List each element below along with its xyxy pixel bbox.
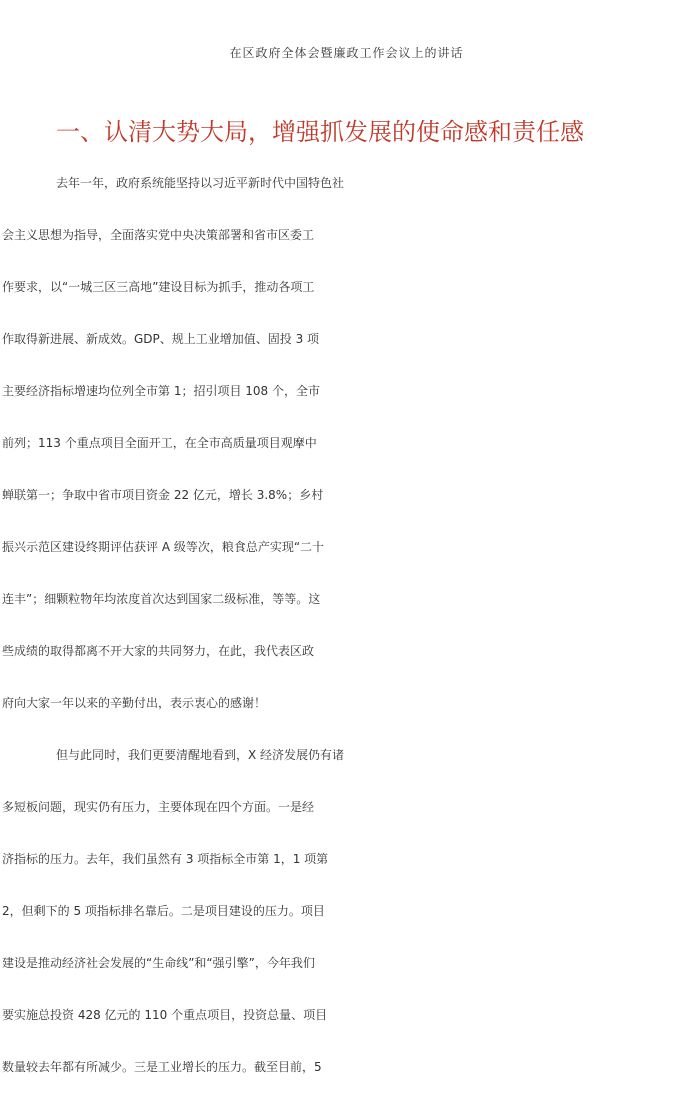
- paragraph-line: 些成绩的取得都离不开大家的共同努力，在此，我代表区政: [2, 644, 315, 658]
- paragraph-line: 蝉联第一；争取中省市项目资金 22 亿元，增长 3.8%；乡村: [2, 488, 324, 502]
- paragraph-line: 会主义思想为指导，全面落实党中央决策部署和省市区委工: [2, 228, 315, 242]
- paragraph-line: 作取得新进展、新成效。GDP、规上工业增加值、固投 3 项: [2, 332, 320, 346]
- paragraph-line: 振兴示范区建设终期评估获评 A 级等次，粮食总产实现“二十: [2, 540, 325, 554]
- paragraph-line: 建设是推动经济社会发展的“生命线”和“强引擎”，今年我们: [2, 956, 315, 970]
- section-heading: 一、认清大势大局，增强抓发展的使命感和责任感: [56, 118, 584, 146]
- paragraph-line: 但与此同时，我们更要清醒地看到，X 经济发展仍有诸: [56, 748, 345, 762]
- paragraph-line: 连丰”；细颗粒物年均浓度首次达到国家二级标准，等等。这: [2, 592, 321, 606]
- paragraph-line: 数量较去年都有所减少。三是工业增长的压力。截至目前，5: [2, 1060, 322, 1074]
- paragraph-line: 多短板问题，现实仍有压力，主要体现在四个方面。一是经: [2, 800, 315, 814]
- paragraph-line: 济指标的压力。去年，我们虽然有 3 项指标全市第 1，1 项第: [2, 852, 329, 866]
- paragraph-line: 去年一年，政府系统能坚持以习近平新时代中国特色社: [56, 176, 345, 190]
- paragraph-line: 2，但剩下的 5 项指标排名靠后。二是项目建设的压力。项目: [2, 904, 325, 918]
- paragraph-line: 作要求，以“一城三区三高地”建设目标为抓手，推动各项工: [2, 280, 315, 294]
- paragraph-line: 府向大家一年以来的辛勤付出，表示衷心的感谢！: [2, 696, 267, 710]
- paragraph-line: 主要经济指标增速均位列全市第 1；招引项目 108 个，全市: [2, 384, 320, 398]
- paragraph-line: 前列；113 个重点项目全面开工，在全市高质量项目观摩中: [2, 436, 317, 450]
- paragraph-line: 要实施总投资 428 亿元的 110 个重点项目，投资总量、项目: [2, 1008, 328, 1022]
- page-title: 在区政府全体会暨廉政工作会议上的讲话: [229, 46, 464, 60]
